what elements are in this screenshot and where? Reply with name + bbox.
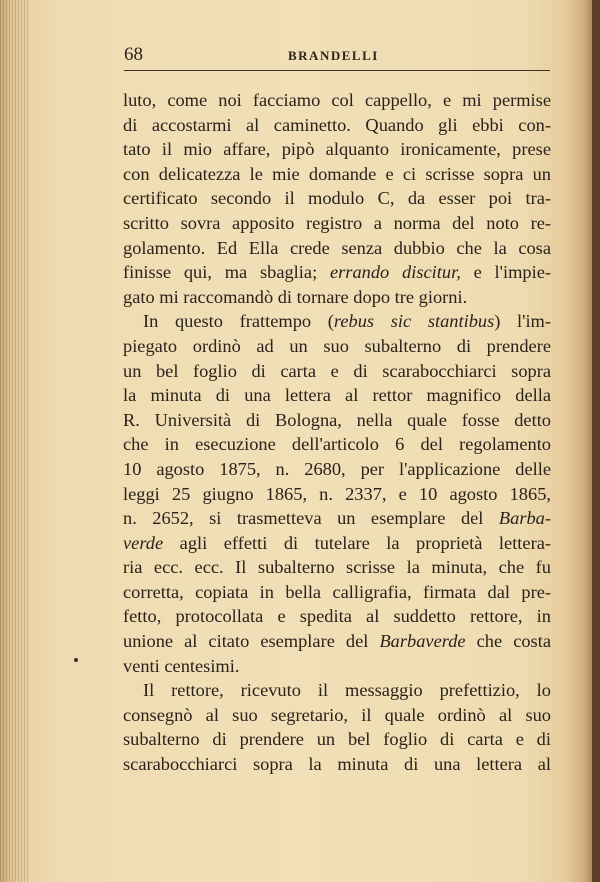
text-line xyxy=(123,186,551,211)
text-line xyxy=(123,137,551,162)
text-segment: gato mi raccomandò di tornare dopo tre giorni. xyxy=(123,286,468,307)
text-line xyxy=(123,383,551,408)
text-line xyxy=(123,654,551,679)
text-line xyxy=(123,236,551,261)
text-segment: che costa xyxy=(465,631,551,652)
text-segment: 10 agosto 1875, n. 2680, per l'applicazione delle xyxy=(123,458,551,479)
text-segment: Il rettore, ricevuto il messaggio prefettizio, lo xyxy=(143,680,551,701)
text-line xyxy=(123,285,551,310)
text-segment: luto, come noi facciamo col cappello, e mi permise xyxy=(123,90,551,110)
text-segment: ria ecc. ecc. Il subalterno scrisse la minuta, che fu xyxy=(123,557,551,578)
running-title: BRANDELLI xyxy=(288,48,379,63)
text-line xyxy=(123,703,551,728)
text-segment: che in esecuzione dell'articolo 6 del regolamento xyxy=(123,434,551,455)
text-segment: scritto sovra apposito registro a norma del noto re- xyxy=(123,212,551,233)
text-line xyxy=(123,408,551,433)
text-segment: finisse qui, ma sbaglia; xyxy=(123,262,330,283)
text-line xyxy=(123,359,551,384)
ink-speck xyxy=(74,658,78,662)
text-segment: leggi 25 giugno 1865, n. 2337, e 10 agosto 1865, xyxy=(123,483,551,504)
text-line xyxy=(123,727,551,752)
text-segment: la minuta di una lettera al rettor magnifico della xyxy=(123,385,551,406)
text-line xyxy=(123,334,551,359)
text-segment: certificato secondo il modulo C, da esser poi tra- xyxy=(123,188,551,209)
text-line xyxy=(123,531,551,556)
text-line xyxy=(123,113,551,138)
body-text xyxy=(123,88,551,777)
italic-text: Barba- xyxy=(498,508,551,529)
italic-text: rebus sic stantibus xyxy=(333,311,495,332)
book-binding-edge xyxy=(592,0,600,882)
text-segment: n. 2652, si trasmetteva un esemplare del xyxy=(123,508,499,529)
text-segment: ) l'im- xyxy=(494,311,551,332)
text-segment: golamento. Ed Ella crede senza dubbio che la cosa xyxy=(123,237,551,258)
text-line xyxy=(123,555,551,580)
text-line xyxy=(123,629,551,654)
text-segment: R. Università di Bologna, nella quale fosse detto xyxy=(123,409,551,430)
text-segment: agli effetti di tutelare la proprietà lettera- xyxy=(163,532,551,553)
text-line xyxy=(123,260,551,285)
text-segment: corretta, copiata in bella calligrafia, firmata dal pre- xyxy=(123,581,551,602)
text-segment: tato il mio affare, pipò alquanto ironicamente, prese xyxy=(123,139,551,160)
text-line xyxy=(123,211,551,236)
text-segment: In questo frattempo ( xyxy=(143,311,334,332)
italic-text: verde xyxy=(123,532,164,553)
text-segment: venti centesimi. xyxy=(123,655,240,676)
italic-text: Barbaverde xyxy=(379,631,466,652)
text-segment: consegnò al suo segretario, il quale ordinò al suo xyxy=(123,704,551,725)
text-line xyxy=(123,678,551,703)
text-line xyxy=(123,580,551,605)
text-segment: piegato ordinò ad un suo subalterno di prendere xyxy=(123,335,551,356)
text-segment: un bel foglio di carta e di scarabocchiarci sopra xyxy=(123,360,551,381)
text-segment: con delicatezza le mie domande e ci scrisse sopra un xyxy=(123,163,551,184)
text-segment: di accostarmi al caminetto. Quando gli ebbi con- xyxy=(123,114,551,135)
text-line xyxy=(123,457,551,482)
text-line xyxy=(123,604,551,629)
text-line xyxy=(123,88,551,113)
text-line xyxy=(123,432,551,457)
text-segment: scarabocchiarci sopra la minuta di una lettera al xyxy=(123,754,551,775)
page-number: 68 xyxy=(124,44,143,65)
text-segment: subalterno di prendere un bel foglio di carta e di xyxy=(123,729,551,750)
text-line xyxy=(123,309,551,334)
text-line xyxy=(123,752,551,777)
text-line xyxy=(123,162,551,187)
page-stack-edge xyxy=(0,0,30,882)
text-segment: unione al citato esemplare del xyxy=(123,631,380,652)
text-line xyxy=(123,482,551,507)
italic-text: errando discitur, xyxy=(329,262,461,283)
text-segment: fetto, protocollata e spedita al suddetto rettore, in xyxy=(123,606,551,627)
page-header xyxy=(124,44,550,71)
text-line xyxy=(123,506,551,531)
text-segment: e l'impie- xyxy=(460,262,551,283)
